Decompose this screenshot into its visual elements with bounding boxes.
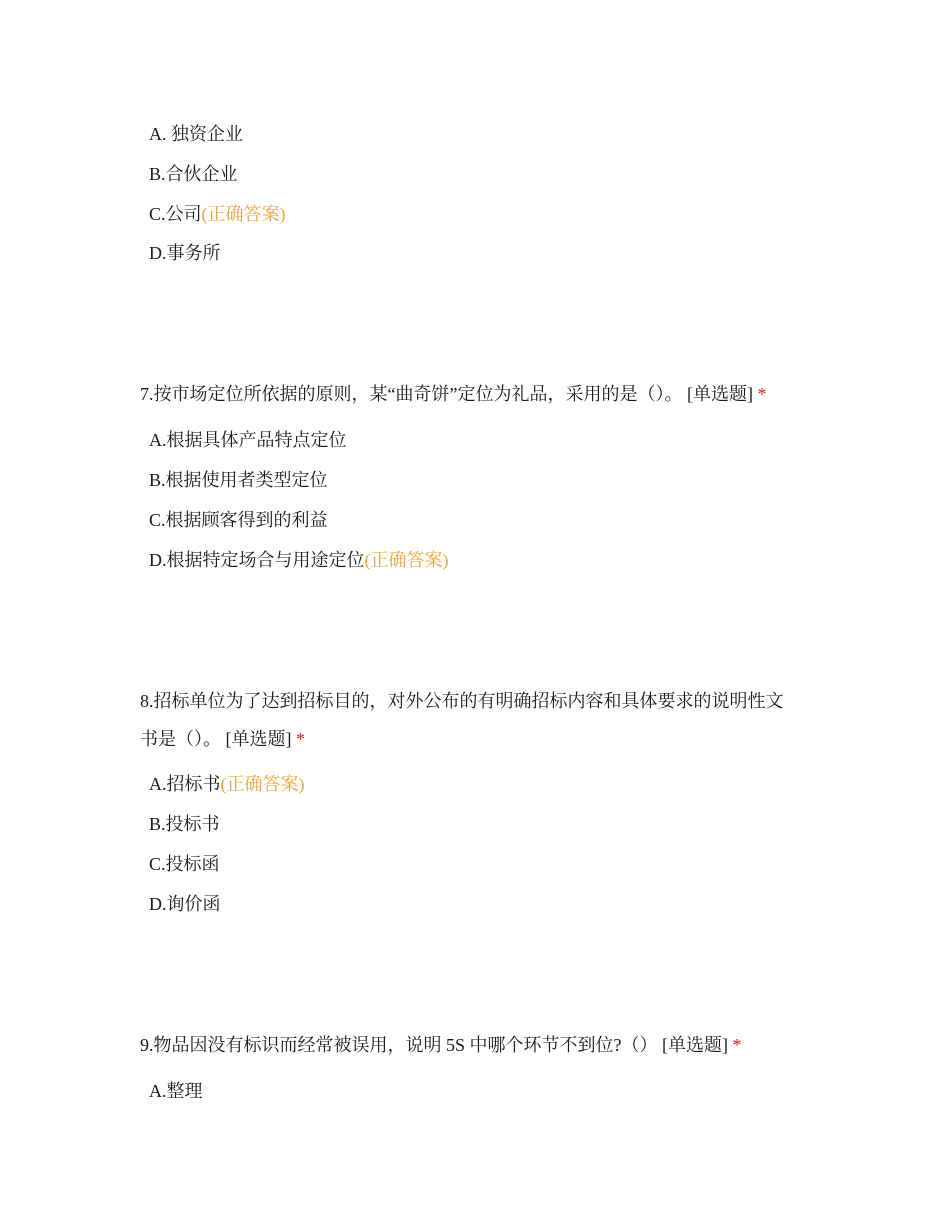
q7-option-c[interactable]: [149, 508, 328, 532]
option-text: C.投标函: [149, 854, 220, 874]
q7-option-d[interactable]: [149, 548, 449, 572]
question-text: 7.按市场定位所依据的原则，某“曲奇饼”定位为礼品，采用的是（）。 [单选题]: [140, 384, 753, 404]
q8-title-line1: [140, 689, 784, 713]
option-text: A. 独资企业: [149, 124, 243, 144]
q6-option-d[interactable]: [149, 241, 221, 265]
q6-option-c[interactable]: [149, 202, 286, 226]
q9-option-a[interactable]: [149, 1079, 203, 1103]
option-text: A.招标书: [149, 774, 221, 794]
required-marker: *: [757, 384, 767, 404]
option-text: C.公司: [149, 204, 202, 224]
question-text: 8.招标单位为了达到招标目的，对外公布的有明确招标内容和具体要求的说明性文: [140, 691, 784, 711]
q9-title: [140, 1033, 742, 1057]
correct-answer-marker: (正确答案): [220, 774, 305, 794]
option-text: D.根据特定场合与用途定位: [149, 550, 365, 570]
q6-option-a[interactable]: [149, 122, 243, 146]
q7-title: [140, 382, 766, 406]
option-text: D.询价函: [149, 894, 221, 914]
q8-option-a[interactable]: [149, 772, 305, 796]
correct-answer-marker: (正确答案): [364, 550, 449, 570]
option-text: D.事务所: [149, 243, 221, 263]
option-text: C.根据顾客得到的利益: [149, 510, 328, 530]
question-text: 书是（）。 [单选题]: [140, 729, 292, 749]
q7-option-b[interactable]: [149, 468, 328, 492]
option-text: B.根据使用者类型定位: [149, 470, 328, 490]
option-text: B.合伙企业: [149, 164, 238, 184]
q8-option-c[interactable]: [149, 852, 220, 876]
q8-option-b[interactable]: [149, 812, 220, 836]
required-marker: *: [732, 1035, 742, 1055]
q8-title-line2: [140, 727, 305, 751]
question-text: 9.物品因没有标识而经常被误用，说明 5S 中哪个环节不到位?（） [单选题]: [140, 1035, 728, 1055]
q6-option-b[interactable]: [149, 162, 238, 186]
q8-option-d[interactable]: [149, 892, 221, 916]
option-text: A.根据具体产品特点定位: [149, 430, 347, 450]
option-text: A.整理: [149, 1081, 203, 1101]
required-marker: *: [296, 729, 305, 749]
correct-answer-marker: (正确答案): [201, 204, 286, 224]
option-text: B.投标书: [149, 814, 220, 834]
q7-option-a[interactable]: [149, 428, 347, 452]
